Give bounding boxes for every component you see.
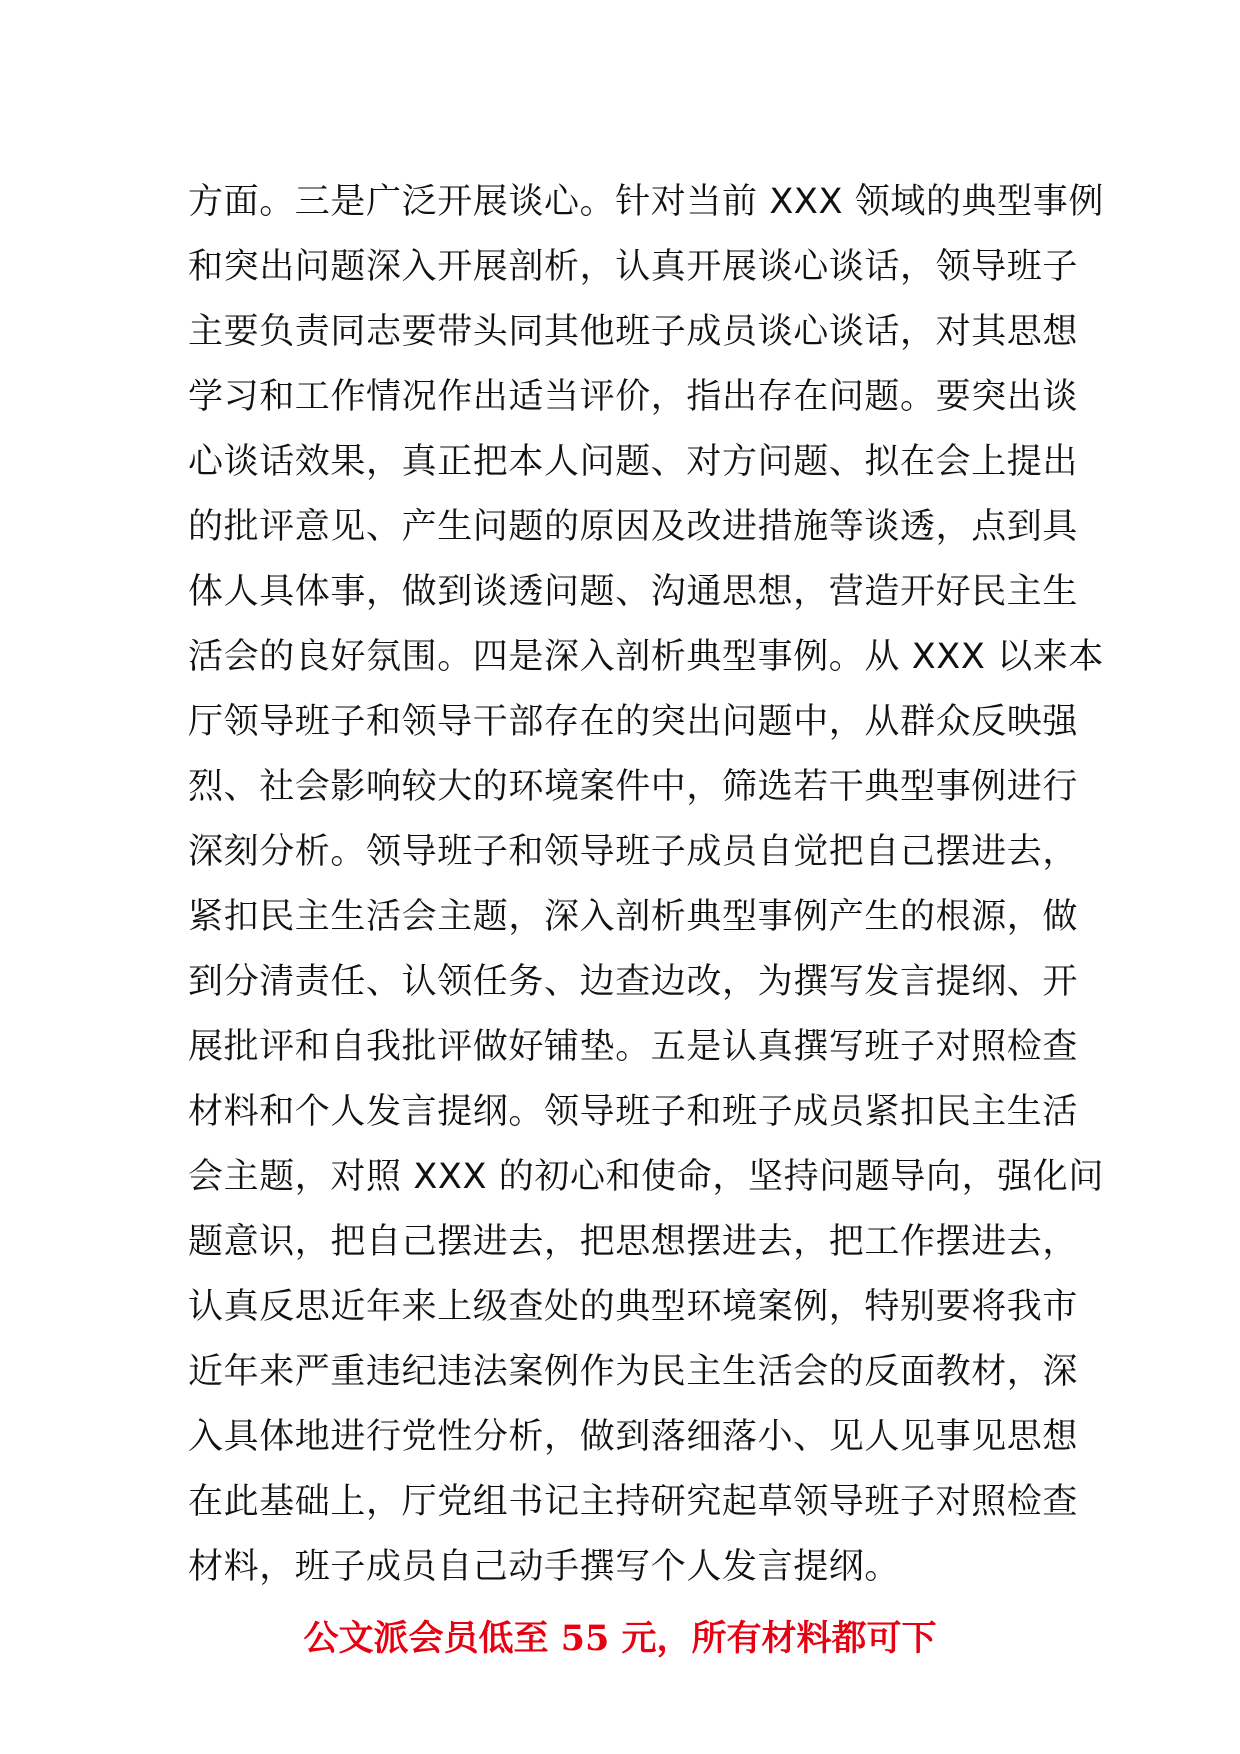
text-line: 厅领导班子和领导干部存在的突出问题中，从群众反映强 xyxy=(188,702,1079,742)
text-line: 认真反思近年来上级查处的典型环境案例，特别要将我市 xyxy=(188,1287,1079,1327)
text-line: 近年来严重违纪违法案例作为民主生活会的反面教材，深 xyxy=(188,1352,1079,1392)
text-line: 和突出问题深入开展剖析，认真开展谈心谈话，领导班子 xyxy=(188,247,1079,287)
text-line: 会主题，对照 XXX 的初心和使命，坚持问题导向，强化问 xyxy=(188,1157,1104,1197)
text-line: 活会的良好氛围。四是深入剖析典型事例。从 XXX 以来本 xyxy=(188,637,1104,677)
text-line: 材料和个人发言提纲。领导班子和班子成员紧扣民主生活 xyxy=(188,1092,1079,1132)
text-line: 入具体地进行党性分析，做到落细落小、见人见事见思想 xyxy=(188,1417,1079,1457)
text-line: 在此基础上，厅党组书记主持研究起草领导班子对照检查 xyxy=(188,1482,1079,1522)
text-line: 紧扣民主生活会主题，深入剖析典型事例产生的根源，做 xyxy=(188,897,1079,937)
text-line: 方面。三是广泛开展谈心。针对当前 XXX 领域的典型事例 xyxy=(188,182,1104,222)
text-line: 深刻分析。领导班子和领导班子成员自觉把自己摆进去， xyxy=(188,832,1079,872)
text-line: 题意识，把自己摆进去，把思想摆进去，把工作摆进去， xyxy=(188,1222,1079,1262)
promo-banner: 公文派会员低至 55 元，所有材料都可下 xyxy=(303,1618,937,1659)
text-line: 的批评意见、产生问题的原因及改进措施等谈透，点到具 xyxy=(188,507,1079,547)
text-line: 展批评和自我批评做好铺垫。五是认真撰写班子对照检查 xyxy=(188,1027,1079,1067)
text-line: 主要负责同志要带头同其他班子成员谈心谈话，对其思想 xyxy=(188,312,1079,352)
text-line: 学习和工作情况作出适当评价，指出存在问题。要突出谈 xyxy=(188,377,1079,417)
body-paragraph xyxy=(188,170,1104,1600)
text-line: 心谈话效果，真正把本人问题、对方问题、拟在会上提出 xyxy=(188,442,1079,482)
text-line: 到分清责任、认领任务、边查边改，为撰写发言提纲、开 xyxy=(188,962,1079,1002)
text-line: 烈、社会影响较大的环境案件中，筛选若干典型事例进行 xyxy=(188,767,1079,807)
text-line: 体人具体事，做到谈透问题、沟通思想，营造开好民主生 xyxy=(188,572,1079,612)
text-line: 材料，班子成员自己动手撰写个人发言提纲。 xyxy=(188,1547,901,1587)
